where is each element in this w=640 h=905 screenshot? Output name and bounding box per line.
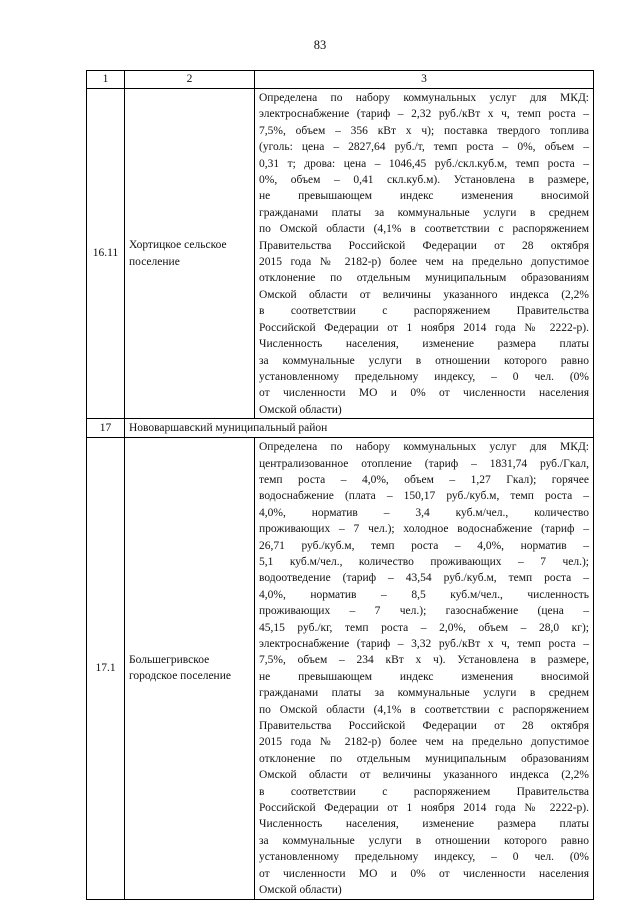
description-line: Омской области от величины указанного индекса (2,2%	[259, 288, 589, 301]
page-number: 83	[313, 38, 327, 52]
description-line: за коммунальные услуги в отношении которого равно	[259, 834, 589, 847]
description-line: по Омской области (4,1% в соответствии с распоряжением	[259, 223, 589, 236]
description-line: Численность населения, изменение размера платы	[259, 818, 589, 831]
description-line: по Омской области (4,1% в соответствии с распоряжением	[259, 703, 589, 716]
description-line: от численности МО и 0% от численности населения	[259, 387, 589, 400]
description-line: электроснабжение (тариф – 3,32 руб./кВт х ч, темп роста –	[259, 638, 589, 650]
description-line: 4,0%, норматив – 3,4 куб.м/чел., количество	[259, 506, 589, 519]
description-line: установленному предельному индексу, – 0 чел. (0%	[259, 851, 589, 864]
description-line: 2015 года № 2182-р) более чем на предельно допустимое	[259, 256, 589, 269]
description-line: не превышающем индекс изменения вносимой	[259, 190, 589, 203]
utility-tariff-table	[86, 70, 594, 900]
description-line: 26,71 руб./куб.м, темп роста – 4,0%, норматив –	[259, 539, 589, 552]
description-line: Правительства Российской Федерации от 28 октября	[259, 720, 589, 733]
description-line: Омской области от величины указанного индекса (2,2%	[259, 769, 589, 782]
header-col-2: 2	[125, 71, 255, 89]
description-line: проживающих – 7 чел.); газоснабжение (цена –	[259, 605, 589, 618]
description-line: гражданами платы за коммунальные услуги в среднем	[259, 206, 589, 219]
description-line: гражданами платы за коммунальные услуги в среднем	[259, 687, 589, 700]
settlement-name-line: городское поселение	[129, 670, 231, 683]
description-line: в соответствии с распоряжением Правительства	[259, 785, 589, 798]
description-line: электроснабжение (тариф – 2,32 руб./кВт х ч, темп роста –	[259, 108, 589, 121]
description-line: Российской Федерации от 1 ноября 2014 года № 2222-р).	[259, 321, 589, 334]
description-line: 0,31 т; дрова: цена – 1046,45 руб./скл.куб.м, темп роста –	[259, 157, 589, 170]
description-line: Определена по набору коммунальных услуг для МКД:	[259, 441, 589, 454]
description-line: Российской Федерации от 1 ноября 2014 года № 2222-р).	[259, 802, 589, 815]
settlement-name-line: поселение	[129, 255, 180, 268]
description-line: Омской области)	[259, 403, 342, 416]
section-title: Нововаршавский муниципальный район	[125, 419, 594, 438]
description-line: Определена по набору коммунальных услуг для МКД:	[259, 92, 589, 104]
description-line: (уголь: цена – 2827,64 руб./т, темп роста – 0%, объем –	[259, 141, 589, 154]
description-line: водоотведение (тариф – 43,54 руб./куб.м, темп роста –	[259, 572, 589, 585]
description-line: в соответствии с распоряжением Правительства	[259, 305, 589, 318]
tariff-description	[255, 438, 594, 899]
description-line: от численности МО и 0% от численности населения	[259, 867, 589, 880]
description-line: темп роста – 4,0%, объем – 1,27 Гкал); горячее	[259, 473, 589, 486]
settlement-name-line: Хортицкое сельское	[129, 239, 227, 252]
row-number: 17.1	[87, 438, 125, 899]
description-line: 45,15 руб./кг, темп роста – 2,0%, объем – 28,0 кг);	[259, 621, 589, 634]
section-number: 17	[87, 419, 125, 438]
description-line: 2015 года № 2182-р) более чем на предельно допустимое	[259, 736, 589, 749]
settlement-name	[125, 438, 255, 899]
description-line: централизованное отопление (тариф – 1831,74 руб./Гкал,	[259, 457, 589, 470]
row-number: 16.11	[87, 89, 125, 419]
settlement-name	[125, 89, 255, 419]
description-line: Численность населения, изменение размера платы	[259, 338, 589, 351]
description-line: не превышающем индекс изменения вносимой	[259, 670, 589, 683]
table-row	[87, 438, 594, 899]
description-line: за коммунальные услуги в отношении которого равно	[259, 354, 589, 367]
description-line: установленному предельному индексу, – 0 чел. (0%	[259, 370, 589, 383]
table-header-row	[87, 71, 594, 89]
description-line: водоснабжение (плата – 150,17 руб./куб.м, темп роста –	[259, 490, 589, 503]
description-line: 7,5%, объем – 356 кВт х ч); поставка твердого топлива	[259, 124, 589, 137]
description-line: Правительства Российской Федерации от 28 октября	[259, 239, 589, 252]
description-line: отклонение по отдельным муниципальным образованиям	[259, 272, 589, 285]
description-line: Омской области)	[259, 884, 342, 897]
description-line: 0%, объем – 0,41 скл.куб.м). Установлена в размере,	[259, 174, 589, 187]
table-row	[87, 89, 594, 419]
tariff-description	[255, 89, 594, 419]
description-line: 4,0%, норматив – 8,5 куб.м/чел., численность	[259, 588, 589, 601]
settlement-name-line: Большегривское	[129, 653, 210, 666]
description-line: 5,1 куб.м/чел., количество проживающих – 7 чел.);	[259, 555, 589, 568]
description-line: отклонение по отдельным муниципальным образованиям	[259, 752, 589, 765]
description-line: 7,5%, объем – 234 кВт х ч). Установлена в размере,	[259, 654, 589, 667]
header-col-3: 3	[255, 71, 594, 89]
header-col-1: 1	[87, 71, 125, 89]
section-row	[87, 419, 594, 438]
description-line: проживающих – 7 чел.); холодное водоснабжение (тариф –	[259, 523, 589, 536]
